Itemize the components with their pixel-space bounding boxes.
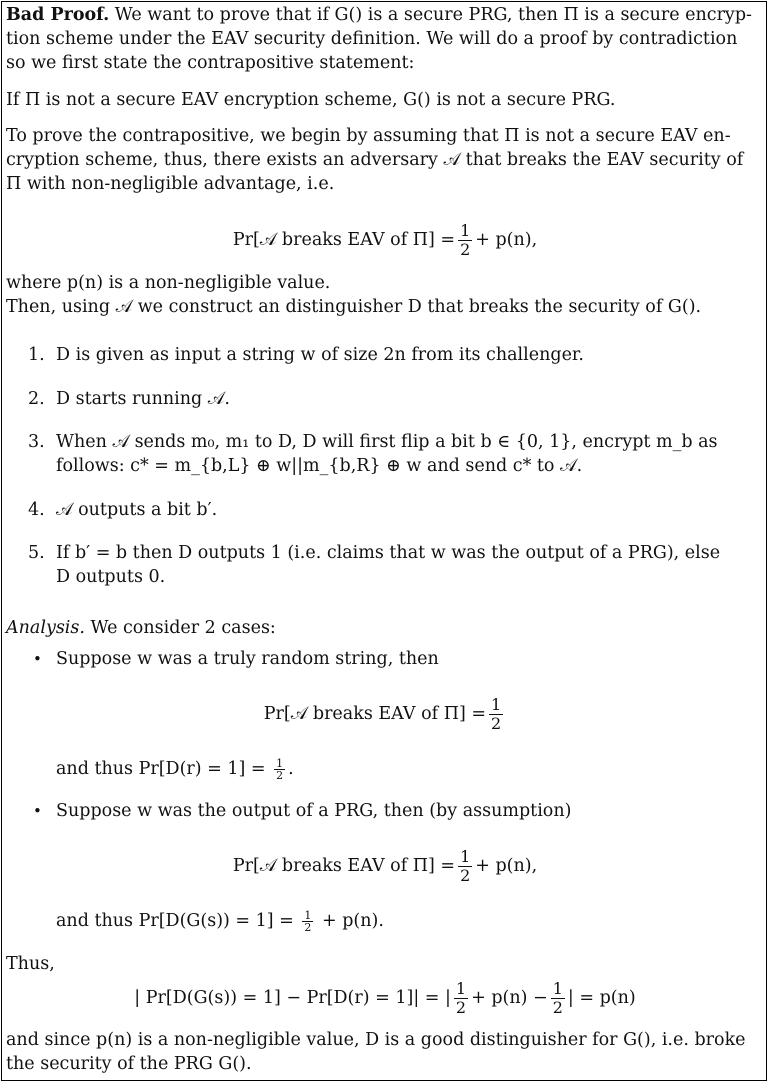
final-eq-num-1: 1 xyxy=(455,978,467,998)
case-1-after xyxy=(56,757,294,781)
analysis-text: We consider 2 cases: xyxy=(90,618,276,638)
assume-line-3: Π with non-negligible advantage, i.e. xyxy=(6,174,335,194)
assume-line-2: cryption scheme, thus, there exists an adversary 𝒜 that breaks the EAV security of xyxy=(6,150,744,170)
case-1-bullet: • xyxy=(33,650,42,668)
case-1-equation xyxy=(0,690,770,738)
step-5-text-2: D outputs 0. xyxy=(56,567,166,587)
step-3-text-1: When 𝒜 sends m₀, m₁ to D, D will first flip a bit b ∈ {0, 1}, encrypt m_b as xyxy=(56,432,718,452)
proof-heading: Bad Proof. xyxy=(6,5,110,25)
case-1-after-num: 1 xyxy=(276,757,284,770)
eq1-den: 2 xyxy=(460,239,471,259)
case-1-eq-den: 2 xyxy=(491,713,502,733)
case-1-eq-num: 1 xyxy=(491,694,502,714)
step-3-number: 3. xyxy=(28,432,45,452)
case-2-eq-den: 2 xyxy=(460,865,471,885)
eq1-rhs: + p(n), xyxy=(475,230,538,250)
case-2-bullet: • xyxy=(33,802,42,820)
final-eq-fraction-1 xyxy=(454,980,468,1017)
case-2-eq-lhs: Pr[𝒜 breaks EAV of Π] = xyxy=(232,856,456,876)
case-2-equation xyxy=(0,842,770,890)
contrapositive-statement: If Π is not a secure EAV encryption scheme, G() is not a secure PRG. xyxy=(6,90,616,110)
case-2-eq-rhs: + p(n), xyxy=(475,856,538,876)
case-2-eq-num: 1 xyxy=(460,846,471,866)
case-2-after xyxy=(56,909,384,933)
step-5-number: 5. xyxy=(28,543,45,563)
final-eq-part-a: | Pr[D(G(s)) = 1] − Pr[D(r) = 1]| = | xyxy=(134,988,451,1008)
eq1-lhs: Pr[𝒜 breaks EAV of Π] = xyxy=(232,230,456,250)
eq1-num: 1 xyxy=(460,220,471,240)
intro-line-1 xyxy=(6,3,752,27)
case-2-intro: Suppose w was the output of a PRG, then (by assumption) xyxy=(56,801,572,821)
construct-line: Then, using 𝒜 we construct an distinguisher D that breaks the security of G(). xyxy=(6,297,702,317)
final-eq-num-2: 1 xyxy=(552,978,563,998)
step-3-text-2: follows: c* = m_{b,L} ⊕ w||m_{b,R} ⊕ w and send c* to 𝒜. xyxy=(56,456,583,476)
step-4-text: 𝒜 outputs a bit b′. xyxy=(56,500,218,520)
case-2-eq-fraction xyxy=(458,848,472,885)
final-eq-part-b: + p(n) − xyxy=(471,988,548,1008)
case-1-after-fraction xyxy=(274,758,285,781)
intro-line-3: so we first state the contrapositive statement: xyxy=(6,53,415,73)
step-4-number: 4. xyxy=(28,500,45,520)
case-1-after-text: and thus Pr[D(r) = 1] = xyxy=(56,759,266,779)
analysis-line xyxy=(6,616,276,640)
conclusion-line-2: the security of the PRG G(). xyxy=(6,1054,252,1074)
intro-text: We want to prove that if G() is a secure PRG, then Π is a secure encryp- xyxy=(114,5,752,25)
step-5-text-1: If b′ = b then D outputs 1 (i.e. claims that w was the output of a PRG), else xyxy=(56,543,721,563)
step-2-number: 2. xyxy=(28,389,45,409)
case-2-after-text: and thus Pr[D(G(s)) = 1] = xyxy=(56,911,294,931)
analysis-label: Analysis. xyxy=(6,618,85,638)
final-eq-den-2: 2 xyxy=(552,997,563,1017)
assume-line-1: To prove the contrapositive, we begin by assuming that Π is not a secure EAV en- xyxy=(6,126,731,146)
step-1-text: D is given as input a string w of size 2n from its challenger. xyxy=(56,345,584,365)
step-1-number: 1. xyxy=(28,345,45,365)
conclusion-line-1: and since p(n) is a non-negligible value, D is a good distinguisher for G(), i.e. broke xyxy=(6,1030,746,1050)
equation-advantage xyxy=(0,216,770,264)
final-equation xyxy=(0,975,770,1021)
case-2-after-end: + p(n). xyxy=(322,911,384,931)
final-eq-fraction-2 xyxy=(551,980,565,1017)
final-eq-den-1: 2 xyxy=(455,997,467,1017)
case-1-intro: Suppose w was a truly random string, then xyxy=(56,649,439,669)
case-2-after-den: 2 xyxy=(304,921,312,934)
step-2-text: D starts running 𝒜. xyxy=(56,389,230,409)
thus-line: Thus, xyxy=(6,954,55,974)
intro-line-2: tion scheme under the EAV security definition. We will do a proof by contradiction xyxy=(6,29,738,49)
case-1-eq-fraction xyxy=(489,696,503,733)
where-line: where p(n) is a non-negligible value. xyxy=(6,273,331,293)
final-eq-part-c: | = p(n) xyxy=(567,988,636,1008)
case-1-after-end: . xyxy=(288,759,294,779)
case-1-eq-lhs: Pr[𝒜 breaks EAV of Π] = xyxy=(263,704,487,724)
case-1-after-den: 2 xyxy=(276,769,284,782)
eq1-fraction xyxy=(458,222,472,259)
case-2-after-fraction xyxy=(302,910,313,933)
case-2-after-num: 1 xyxy=(304,909,312,922)
